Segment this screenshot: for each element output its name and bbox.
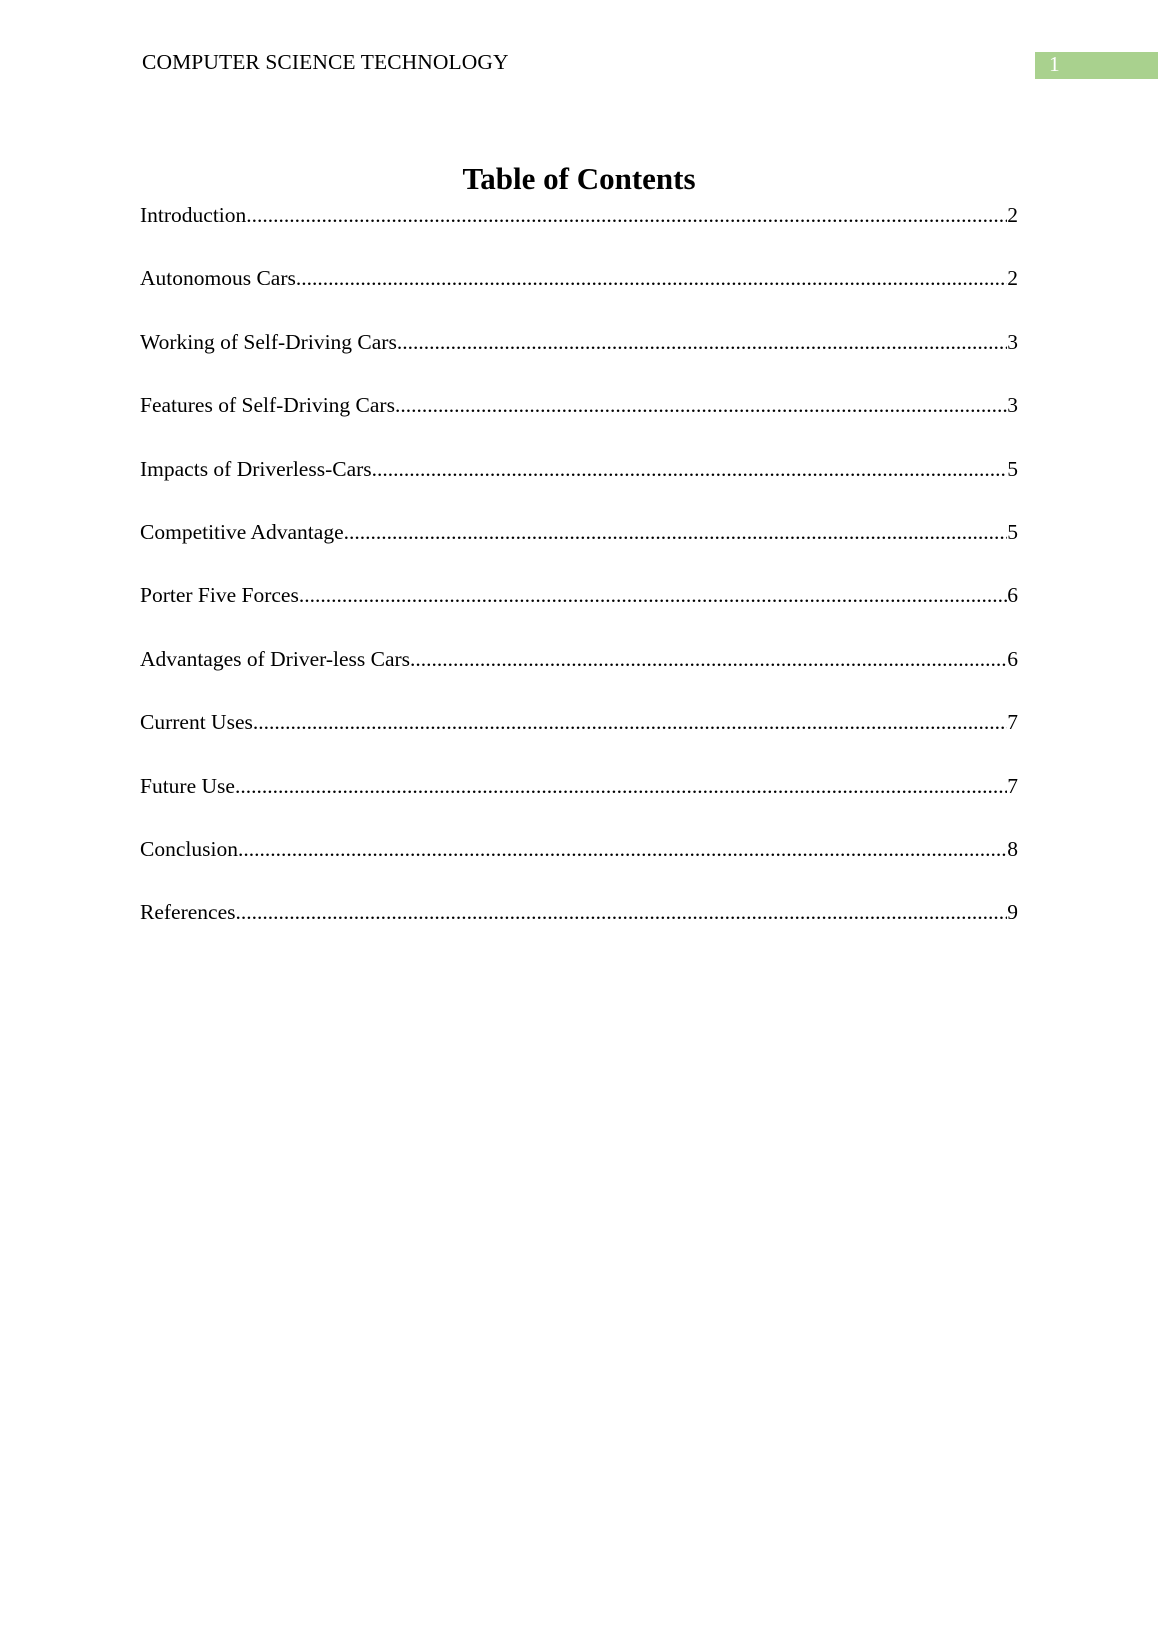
toc-entry-autonomous-cars[interactable] (140, 265, 1018, 328)
toc-dot-leader (410, 646, 1007, 672)
page-number: 1 (1049, 52, 1060, 76)
toc-entry-future-use[interactable] (140, 773, 1018, 836)
toc-entry-label: Advantages of Driver-less Cars (140, 646, 411, 671)
toc-entry-label: Competitive Advantage (140, 519, 344, 544)
toc-entry-page: 9 (1007, 900, 1018, 925)
toc-entry-page: 2 (1007, 203, 1018, 227)
toc-entry-introduction[interactable] (140, 202, 1018, 265)
toc-entry-label: Working of Self-Driving Cars (140, 329, 397, 354)
toc-list (140, 202, 1018, 963)
toc-dot-leader (253, 709, 1007, 735)
toc-entry-label: Autonomous Cars (140, 266, 296, 291)
toc-entry-page: 5 (1007, 456, 1018, 481)
toc-entry-page: 8 (1007, 836, 1018, 861)
toc-entry-porter-five-forces[interactable] (140, 582, 1018, 645)
toc-dot-leader (235, 773, 1007, 799)
toc-dot-leader (246, 202, 1007, 228)
toc-entry-label: Future Use (140, 773, 235, 798)
toc-dot-leader (238, 836, 1007, 862)
toc-entry-page: 6 (1007, 583, 1018, 608)
toc-entry-page: 3 (1007, 329, 1018, 354)
toc-dot-leader (296, 265, 1007, 291)
toc-entry-working-of-self-driving-cars[interactable] (140, 329, 1018, 392)
toc-dot-leader (372, 456, 1008, 482)
toc-entry-label: Impacts of Driverless-Cars (140, 456, 372, 481)
toc-entry-label: Conclusion (140, 836, 238, 861)
running-header: COMPUTER SCIENCE TECHNOLOGY (142, 50, 509, 74)
toc-entry-features-of-self-driving-cars[interactable] (140, 392, 1018, 455)
toc-entry-page: 7 (1007, 710, 1018, 735)
toc-entry-label: Introduction (140, 203, 247, 227)
page-number-box (1035, 52, 1158, 79)
toc-entry-page: 3 (1007, 393, 1018, 418)
toc-entry-conclusion[interactable] (140, 836, 1018, 899)
toc-entry-references[interactable] (140, 899, 1018, 962)
toc-entry-page: 5 (1007, 519, 1018, 544)
toc-entry-impacts-of-driverless-cars[interactable] (140, 456, 1018, 519)
toc-entry-label: Current Uses (140, 710, 253, 735)
toc-entry-advantages-of-driver-less-cars[interactable] (140, 646, 1018, 709)
toc-dot-leader (299, 582, 1007, 608)
toc-dot-leader (344, 519, 1008, 545)
toc-dot-leader (395, 392, 1007, 418)
toc-entry-label: References (140, 900, 236, 925)
toc-dot-leader (236, 899, 1008, 925)
toc-dot-leader (397, 329, 1007, 355)
toc-entry-page: 2 (1007, 266, 1018, 291)
toc-entry-competitive-advantage[interactable] (140, 519, 1018, 582)
toc-title: Table of Contents (462, 161, 696, 196)
toc-entry-page: 6 (1007, 646, 1018, 671)
toc-entry-label: Features of Self-Driving Cars (140, 393, 395, 418)
toc-entry-page: 7 (1007, 773, 1018, 798)
toc-entry-current-uses[interactable] (140, 709, 1018, 772)
toc-entry-label: Porter Five Forces (140, 583, 299, 608)
